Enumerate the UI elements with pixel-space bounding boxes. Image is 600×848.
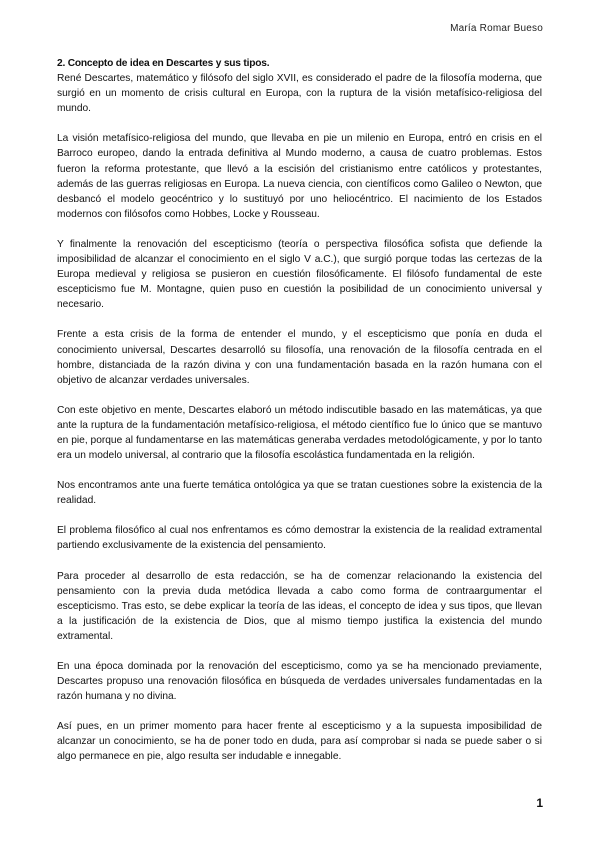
document-body	[57, 56, 542, 780]
paragraph-ontology: Nos encontramos ante una fuerte temática ontológica ya que se tratan cuestiones sobre la existencia de la realidad.	[57, 480, 542, 507]
paragraph-problem: El problema filosófico al cual nos enfrentamos es cómo demostrar la existencia de la realidad extramental partiendo exclusivamente de la existencia del pensamiento.	[57, 525, 542, 552]
paragraph-intro: René Descartes, matemático y filósofo del siglo XVII, es considerado el padre de la filosofía moderna, que surgió en un momento de crisis cultural en Europa, con la ruptura de la visión metafísico-religiosa del mundo.	[57, 73, 542, 115]
page-number: 1	[536, 796, 543, 810]
section-heading: 2. Concepto de idea en Descartes y sus tipos.	[57, 58, 270, 69]
paragraph-method: Con este objetivo en mente, Descartes elaboró un método indiscutible basado en las matemáticas, ya que ante la ruptura de la fundamentación metafísico-religiosa, el método científico fue lo único que se mantuvo en pie, porque al fundamentarse en las matemáticas generaba verdades metodológicamente, y por lo tanto era un modelo universal, al contrario que la filosofía escolástica fundamentada en la religión.	[57, 404, 542, 462]
paragraph-era: En una época dominada por la renovación del escepticismo, como ya se ha mencionado previamente, Descartes propuso una renovación filosófica en búsqueda de verdades universales fundamentadas en la razón humana y no divina.	[57, 661, 542, 703]
paragraph-skepticism: Y finalmente la renovación del escepticismo (teoría o perspectiva filosófica sofista que defiende la imposibilidad de alcanzar el conocimiento en el siglo V a.C.), que surgió porque todas las certezas de la Europa medieval y religiosa se pusieron en cuestión filosóficamente. El filósofo fundamental de este escepticismo fue M. Montagne, quien puso en cuestión la posibilidad de un conocimiento universal y necesario.	[57, 238, 542, 311]
paragraph-doubt: Así pues, en un primer momento para hacer frente al escepticismo y a la supuesta imposibilidad de alcanzar un conocimiento, se ha de poner todo en duda, para así comprobar si nada se puede saber o si algo permanece en pie, algo resulta ser indudable e innegable.	[57, 721, 542, 763]
header-author: María Romar Bueso	[450, 23, 543, 34]
paragraph-descartes-response: Frente a esta crisis de la forma de entender el mundo, y el escepticismo que ponía en duda el conocimiento universal, Descartes desarrolló su filosofía, una renovación de la filosofía centrada en el hombre, distanciada de la razón divina y con una fundamentación basada en la razón humana con el objetivo de alcanzar verdades universales.	[57, 329, 542, 386]
paragraph-procedure: Para proceder al desarrollo de esta redacción, se ha de comenzar relacionando la existencia del pensamiento con la previa duda metódica llevada a cabo como forma de contraargumentar el escepticismo. Tras esto, se debe explicar la teoría de las ideas, el concepto de idea y sus tipos, que llevan a la justificación de la existencia de Dios, que al mismo tiempo justifica la existencia del mundo extramental.	[57, 570, 542, 642]
paragraph-crisis: La visión metafísico-religiosa del mundo, que llevaba en pie un milenio en Europa, entró en crisis en el Barroco europeo, dando la entrada definitiva al Mundo moderno, a causa de cuatro problemas. Estos fueron la reforma protestante, que llevó a la escisión del cristianismo entre católicos y protestantes, además de las guerras religiosas en Europa. La nueva ciencia, con científicos como Galileo o Newton, que desbancó el modelo geocéntrico y lo sustituyó por uno heliocéntrico. El nacimiento de los Estados modernos con filósofos como Hobbes, Locke y Rousseau.	[57, 133, 542, 220]
